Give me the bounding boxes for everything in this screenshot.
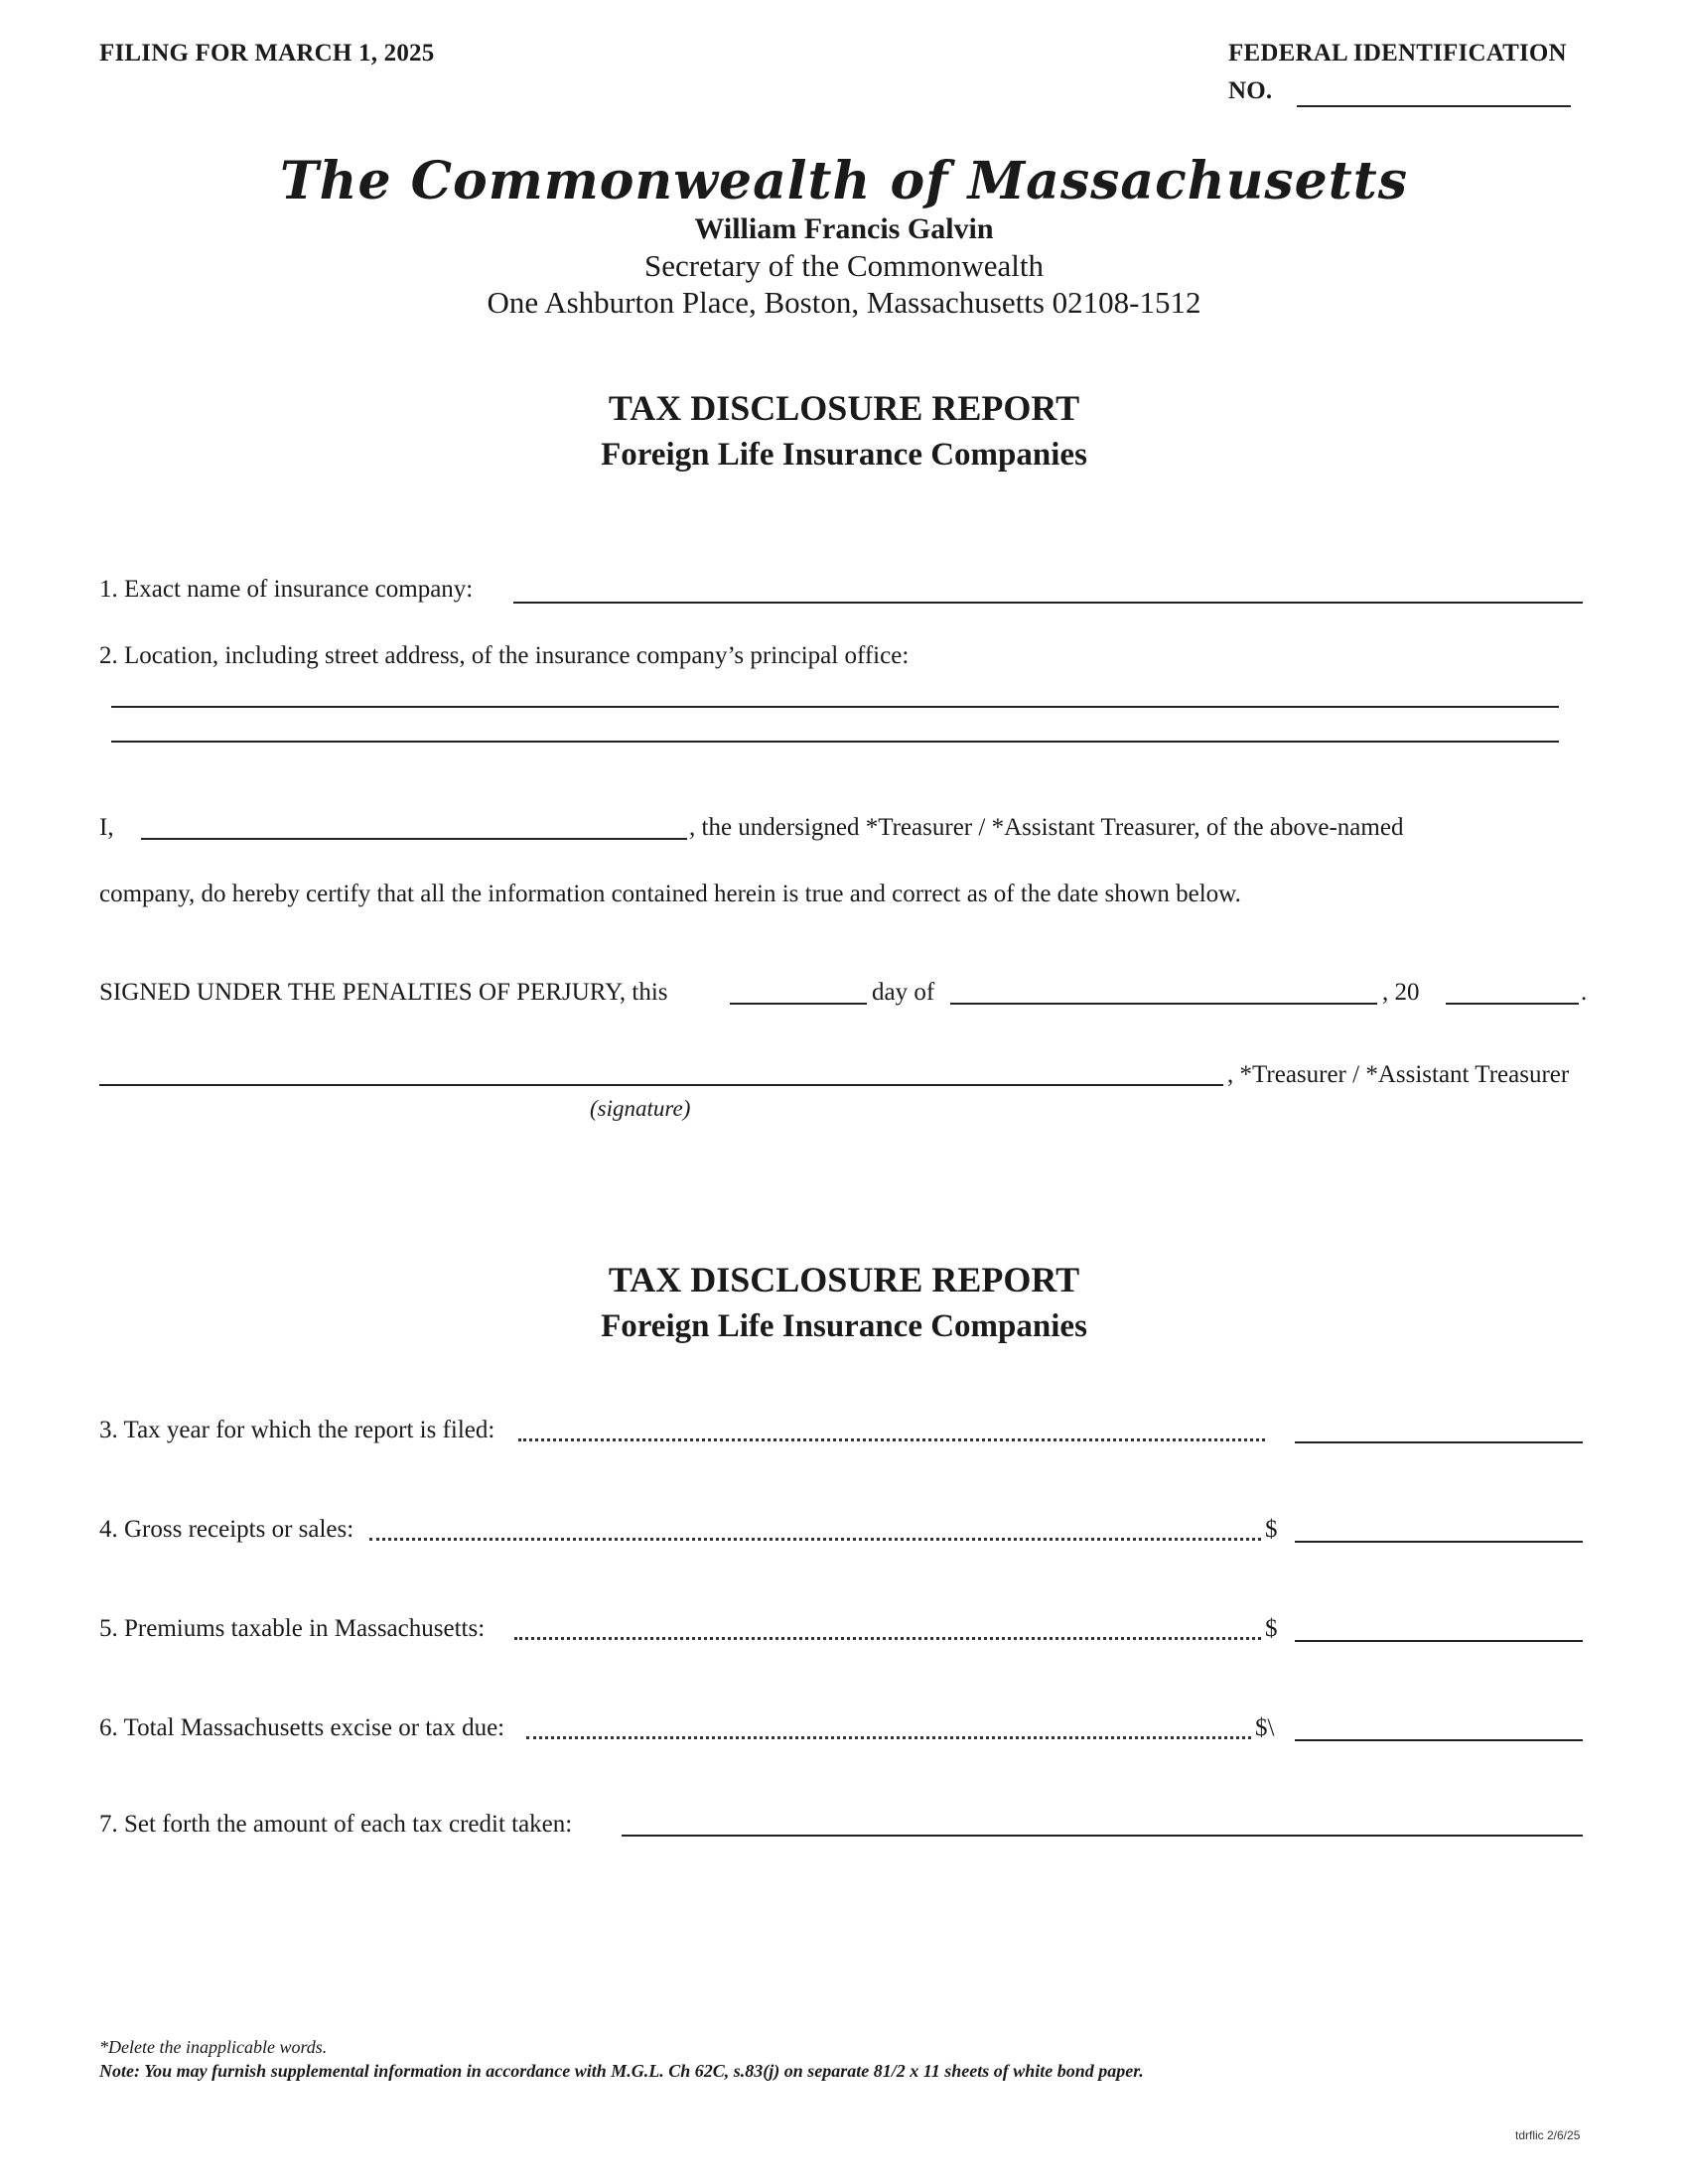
- cert-line2: company, do hereby certify that all the information contained herein is true and correct as of the date shown below.: [99, 881, 1241, 907]
- q4-label: 4. Gross receipts or sales:: [99, 1516, 354, 1543]
- q5-currency: $: [1265, 1615, 1278, 1642]
- signed-under-label: SIGNED UNDER THE PENALTIES OF PERJURY, this: [99, 979, 668, 1006]
- day-of-label: day of: [872, 979, 935, 1006]
- premiums-taxable-field[interactable]: [1295, 1608, 1583, 1642]
- report-title: TAX DISCLOSURE REPORT: [608, 388, 1080, 428]
- office-address: One Ashburton Place, Boston, Massachusetts 02108-1512: [487, 285, 1201, 320]
- federal-id-label: FEDERAL IDENTIFICATION: [1228, 40, 1567, 67]
- day-field[interactable]: [730, 971, 867, 1005]
- report-title-2: TAX DISCLOSURE REPORT: [608, 1260, 1080, 1299]
- comma-20-label: , 20: [1382, 979, 1420, 1006]
- cert-undersigned: , the undersigned *Treasurer / *Assistant Treasurer, of the above-named: [689, 814, 1404, 841]
- gross-receipts-field[interactable]: [1295, 1509, 1583, 1543]
- year-field[interactable]: [1446, 971, 1579, 1005]
- q4-leader: [369, 1538, 1261, 1541]
- q3-leader: [518, 1438, 1265, 1441]
- period-label: .: [1581, 979, 1588, 1006]
- treasurer-name-field[interactable]: [141, 806, 687, 840]
- tax-credit-field[interactable]: [622, 1803, 1583, 1837]
- federal-id-no-label: NO.: [1228, 77, 1273, 104]
- delete-note: *Delete the inapplicable words.: [99, 2037, 328, 2057]
- q7-label: 7. Set forth the amount of each tax credit taken:: [99, 1811, 573, 1838]
- tax-due-field[interactable]: [1295, 1707, 1583, 1741]
- federal-id-field[interactable]: [1297, 73, 1571, 107]
- commonwealth-title: The Commonwealth of Massachusetts: [279, 151, 1409, 211]
- q3-label: 3. Tax year for which the report is filed:: [99, 1417, 495, 1443]
- q6-leader: [526, 1736, 1251, 1739]
- secretary-name: William Francis Galvin: [694, 212, 994, 245]
- signature-field[interactable]: [99, 1052, 1223, 1086]
- supplemental-note: Note: You may furnish supplemental information in accordance with M.G.L. Ch 62C, s.83(j) on separate 81/2 x 11 sheets of white bond paper.: [99, 2061, 1144, 2081]
- secretary-title: Secretary of the Commonwealth: [643, 248, 1045, 283]
- tax-year-field[interactable]: [1295, 1410, 1583, 1443]
- report-subtitle-2: Foreign Life Insurance Companies: [601, 1308, 1087, 1344]
- company-name-field[interactable]: [513, 570, 1583, 604]
- q5-leader: [514, 1637, 1261, 1640]
- form-code: tdrflic 2/6/25: [1515, 2128, 1581, 2142]
- q6-currency: $\: [1255, 1714, 1275, 1741]
- q6-label: 6. Total Massachusetts excise or tax due:: [99, 1714, 505, 1741]
- filing-date: FILING FOR MARCH 1, 2025: [99, 40, 435, 67]
- q1-label: 1. Exact name of insurance company:: [99, 576, 474, 603]
- treasurer-suffix: , *Treasurer / *Assistant Treasurer: [1227, 1061, 1570, 1088]
- q2-label: 2. Location, including street address, of the insurance company’s principal office:: [99, 642, 910, 669]
- q5-label: 5. Premiums taxable in Massachusetts:: [99, 1615, 486, 1642]
- signature-caption: (signature): [590, 1096, 691, 1121]
- month-field[interactable]: [950, 971, 1377, 1005]
- principal-office-field-2[interactable]: [111, 709, 1559, 743]
- principal-office-field-1[interactable]: [111, 674, 1559, 708]
- report-subtitle: Foreign Life Insurance Companies: [601, 437, 1087, 473]
- cert-i-label: I,: [99, 814, 114, 841]
- q4-currency: $: [1265, 1516, 1278, 1543]
